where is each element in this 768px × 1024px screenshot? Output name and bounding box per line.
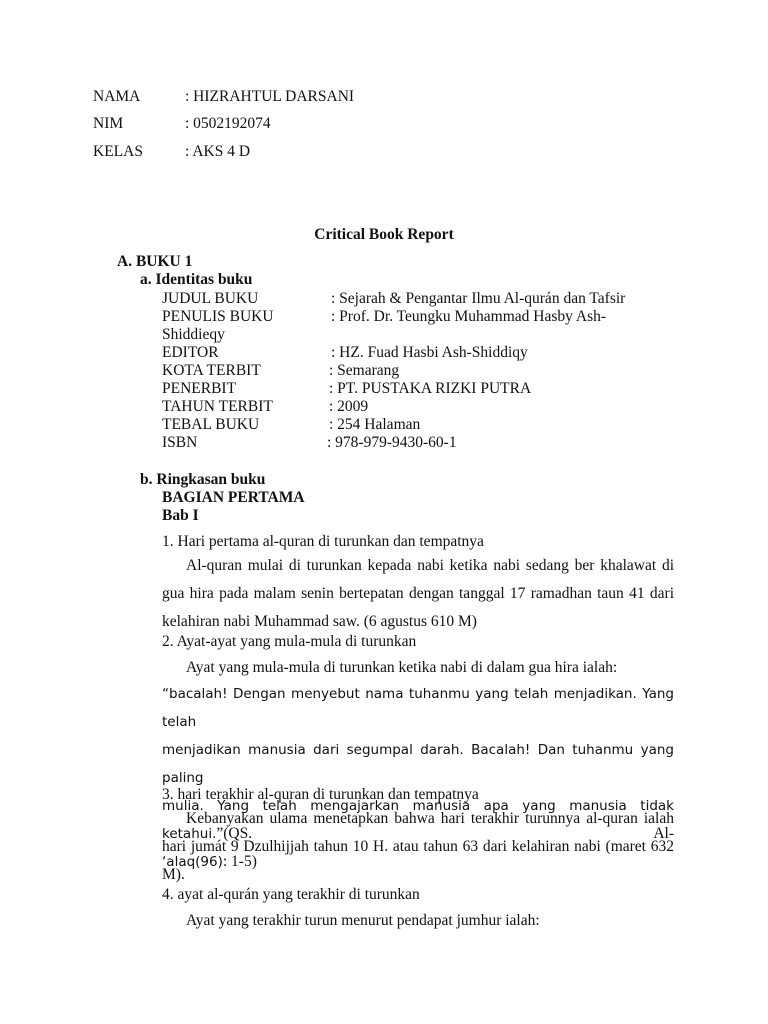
identity-value: : 978-979-9430-60-1: [327, 434, 457, 451]
identity-value-continued: Shiddieqy: [162, 326, 225, 343]
topic-heading: 3. hari terakhir al-quran di turunkan dan tempatnya: [162, 786, 479, 803]
body-paragraph: Al-quran mulai di turunkan kepada nabi ketika nabi sedang ber khalawat di gua hira pada malam senin bertepatan dengan tanggal 17 ramadhan taun 41 dari kelahiran nabi Muhammad saw. (6 agustus 610 M): [162, 557, 674, 630]
identity-label: ISBN: [162, 434, 198, 451]
nim-value: : 0502192074: [185, 115, 271, 132]
subsection-summary-heading: b. Ringkasan buku: [140, 471, 266, 488]
quote-line: “bacalah! Dengan menyebut nama tuhanmu yang telah menjadikan. Yang telah: [162, 686, 674, 730]
topic-heading: 4. ayat al-qurán yang terakhir di turunkan: [162, 886, 420, 903]
identity-label: TAHUN TERBIT: [162, 398, 273, 415]
identity-label: TEBAL BUKU: [162, 416, 260, 433]
identity-value: : 2009: [329, 398, 369, 415]
section-heading: A. BUKU 1: [117, 253, 193, 270]
name-label: NAMA: [93, 88, 141, 105]
body-paragraph: Ayat yang terakhir turun menurut pendapat jumhur ialah:: [186, 912, 540, 929]
topic-heading: 2. Ayat-ayat yang mula-mula di turunkan: [162, 633, 417, 650]
name-value: : HIZRAHTUL DARSANI: [185, 88, 355, 105]
identity-label: PENULIS BUKU: [162, 308, 274, 325]
identity-label: JUDUL BUKU: [162, 290, 259, 307]
quote-line: mulia. Yang telah mengajarkan manusia apa yang manusia tidak ketahui.”(QS. Al-: [162, 798, 674, 842]
chapter-heading: Bab I: [162, 507, 199, 524]
body-paragraph: Kebanyakan ulama menetapkan bahwa hari terakhir turunnya al-quran ialah hari jumát 9 Dzulhijjah tahun 10 H. atau tahun 63 dari kelahiran nabi (maret 632 M).: [162, 810, 674, 883]
subsection-identity-heading: a. Identitas buku: [140, 271, 253, 288]
identity-label: KOTA TERBIT: [162, 362, 261, 379]
page-title: Critical Book Report: [314, 226, 454, 243]
identity-value: : Sejarah & Pengantar Ilmu Al-qurán dan Tafsir: [331, 290, 626, 307]
identity-value: : Semarang: [329, 362, 400, 379]
topic-heading: 1. Hari pertama al-quran di turunkan dan tempatnya: [162, 533, 484, 550]
identity-label: PENERBIT: [162, 380, 237, 397]
identity-value: : PT. PUSTAKA RIZKI PUTRA: [329, 380, 532, 397]
body-paragraph: Ayat yang mula-mula di turunkan ketika nabi di dalam gua hira ialah:: [186, 659, 618, 676]
class-value: : AKS 4 D: [185, 143, 251, 160]
identity-label: EDITOR: [162, 344, 219, 361]
part-heading: BAGIAN PERTAMA: [162, 489, 305, 506]
quote-line: menjadikan manusia dari segumpal darah. Bacalah! Dan tuhanmu yang paling: [162, 742, 674, 786]
identity-value: : Prof. Dr. Teungku Muhammad Hasby Ash-: [331, 308, 607, 325]
identity-value: : HZ. Fuad Hasbi Ash-Shiddiqy: [331, 344, 528, 361]
class-label: KELAS: [93, 143, 143, 160]
quote-line: ‘alaq(96): 1-5): [162, 853, 257, 870]
identity-value: : 254 Halaman: [329, 416, 421, 433]
nim-label: NIM: [93, 115, 124, 132]
